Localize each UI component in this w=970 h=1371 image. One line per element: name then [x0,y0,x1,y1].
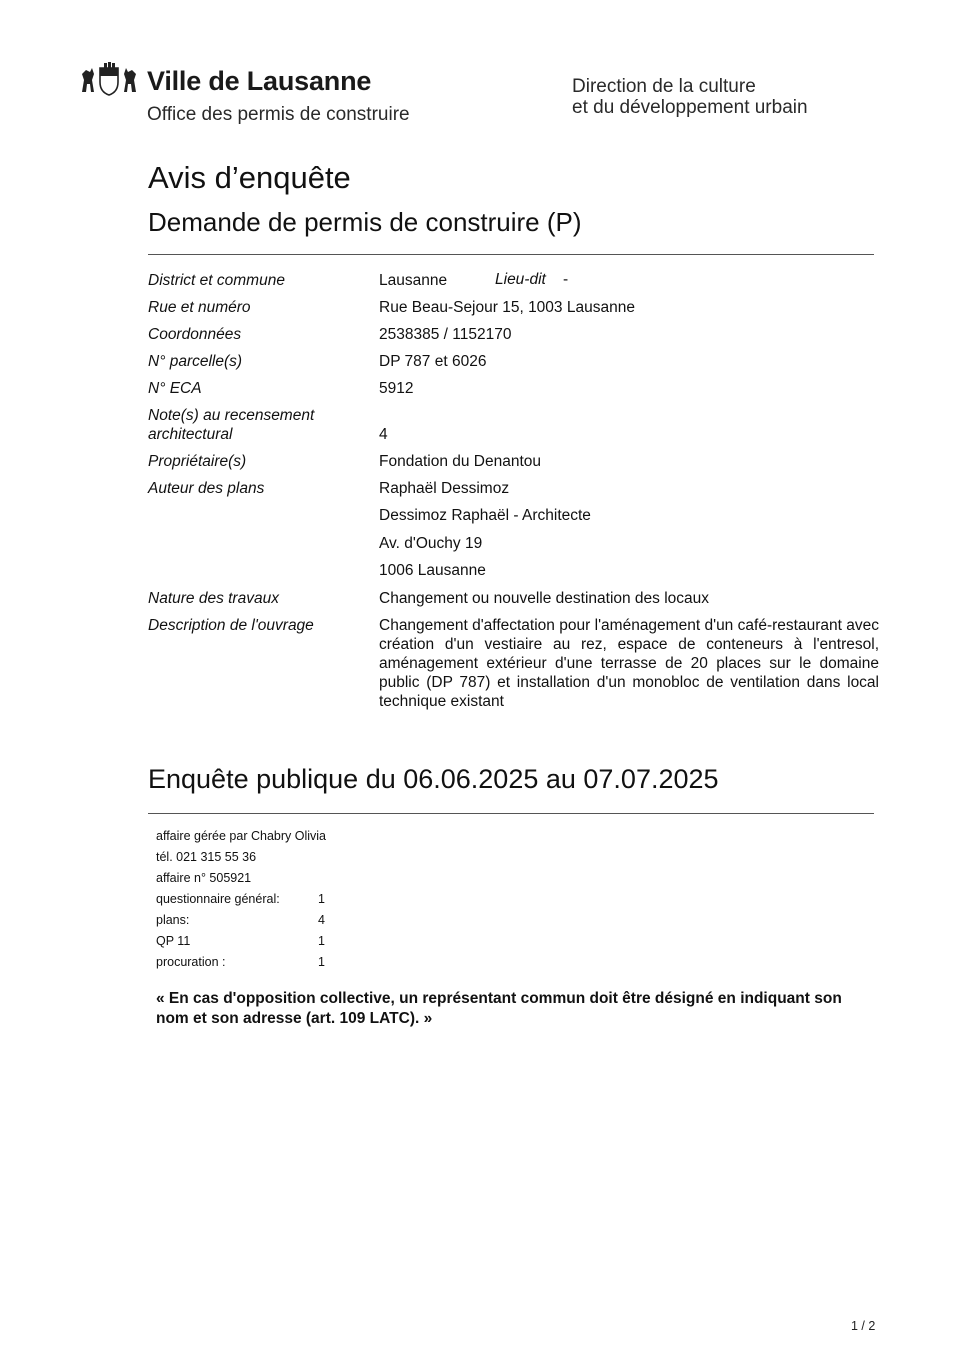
page-number: 1 / 2 [851,1319,876,1333]
auteur-label: Auteur des plans [148,480,265,497]
note-value: 4 [379,426,388,443]
description-value: Changement d'affectation pour l'aménagement d'un café-restaurant avec création d'un vestiaire au rez, espace de conteneurs à l'entresol, aménagement extérieur d'une terrasse de 20 places sur le domaine public (DP 787) et installation d'un monobloc de ventilation dans local technique existant [379,617,879,710]
proprietaire-value: Fondation du Denantou [379,453,542,470]
parcelle-label: N° parcelle(s) [148,353,243,370]
attachment-count: 1 [318,934,325,948]
proprietaire-label: Propriétaire(s) [148,453,247,470]
lieu-dit-label: Lieu-dit [495,271,546,288]
coordinates-value: 2538385 / 1152170 [379,326,512,343]
org-name: Ville de Lausanne [147,66,372,96]
opposition-notice: « En cas d'opposition collective, un représentant commun doit être désigné en indiquant son nom et son adresse (art. 109 LATC). » [156,990,842,1027]
lieu-dit-value: - [563,271,569,288]
auteur-street: Av. d'Ouchy 19 [379,535,483,552]
attachment-count: 1 [318,955,325,969]
note-label-line-1: Note(s) au recensement [148,407,315,424]
direction-line-2: et du développement urbain [572,97,808,118]
attachment-count: 4 [318,913,325,927]
nature-value: Changement ou nouvelle destination des locaux [379,590,710,607]
attachment-label: procuration : [156,955,226,969]
divider [148,254,874,255]
note-label-line-2: architectural [148,426,233,443]
direction-block [572,76,808,118]
eca-value: 5912 [379,380,414,397]
direction-line-1: Direction de la culture [572,76,756,97]
attachment-label: questionnaire général: [156,892,280,906]
attachment-label: plans: [156,913,190,927]
coordinates-label: Coordonnées [148,326,242,343]
divider [148,813,874,814]
eca-label: N° ECA [148,380,202,397]
attachment-count: 1 [318,892,325,906]
page-subtitle: Demande de permis de construire (P) [148,207,582,237]
auteur-name: Raphaël Dessimoz [379,480,510,497]
affaire-number: affaire n° 505921 [156,871,252,885]
district-value: Lausanne [379,272,448,289]
rue-label: Rue et numéro [148,299,251,316]
office-name: Office des permis de construire [147,104,410,125]
parcelle-value: DP 787 et 6026 [379,353,487,370]
affaire-phone: tél. 021 315 55 36 [156,850,257,864]
description-label: Description de l'ouvrage [148,617,314,634]
auteur-city: 1006 Lausanne [379,562,486,579]
attachment-label: QP 11 [156,934,191,948]
affaire-manager: affaire gérée par Chabry Olivia [156,829,326,843]
nature-label: Nature des travaux [148,590,279,607]
enquete-title: Enquête publique du 06.06.2025 au 07.07.2025 [148,764,719,794]
rue-value: Rue Beau-Sejour 15, 1003 Lausanne [379,299,635,316]
district-label: District et commune [148,272,285,289]
page-title: Avis d’enquête [148,160,351,195]
auteur-company: Dessimoz Raphaël - Architecte [379,507,591,524]
lausanne-crest-logo [80,62,138,96]
